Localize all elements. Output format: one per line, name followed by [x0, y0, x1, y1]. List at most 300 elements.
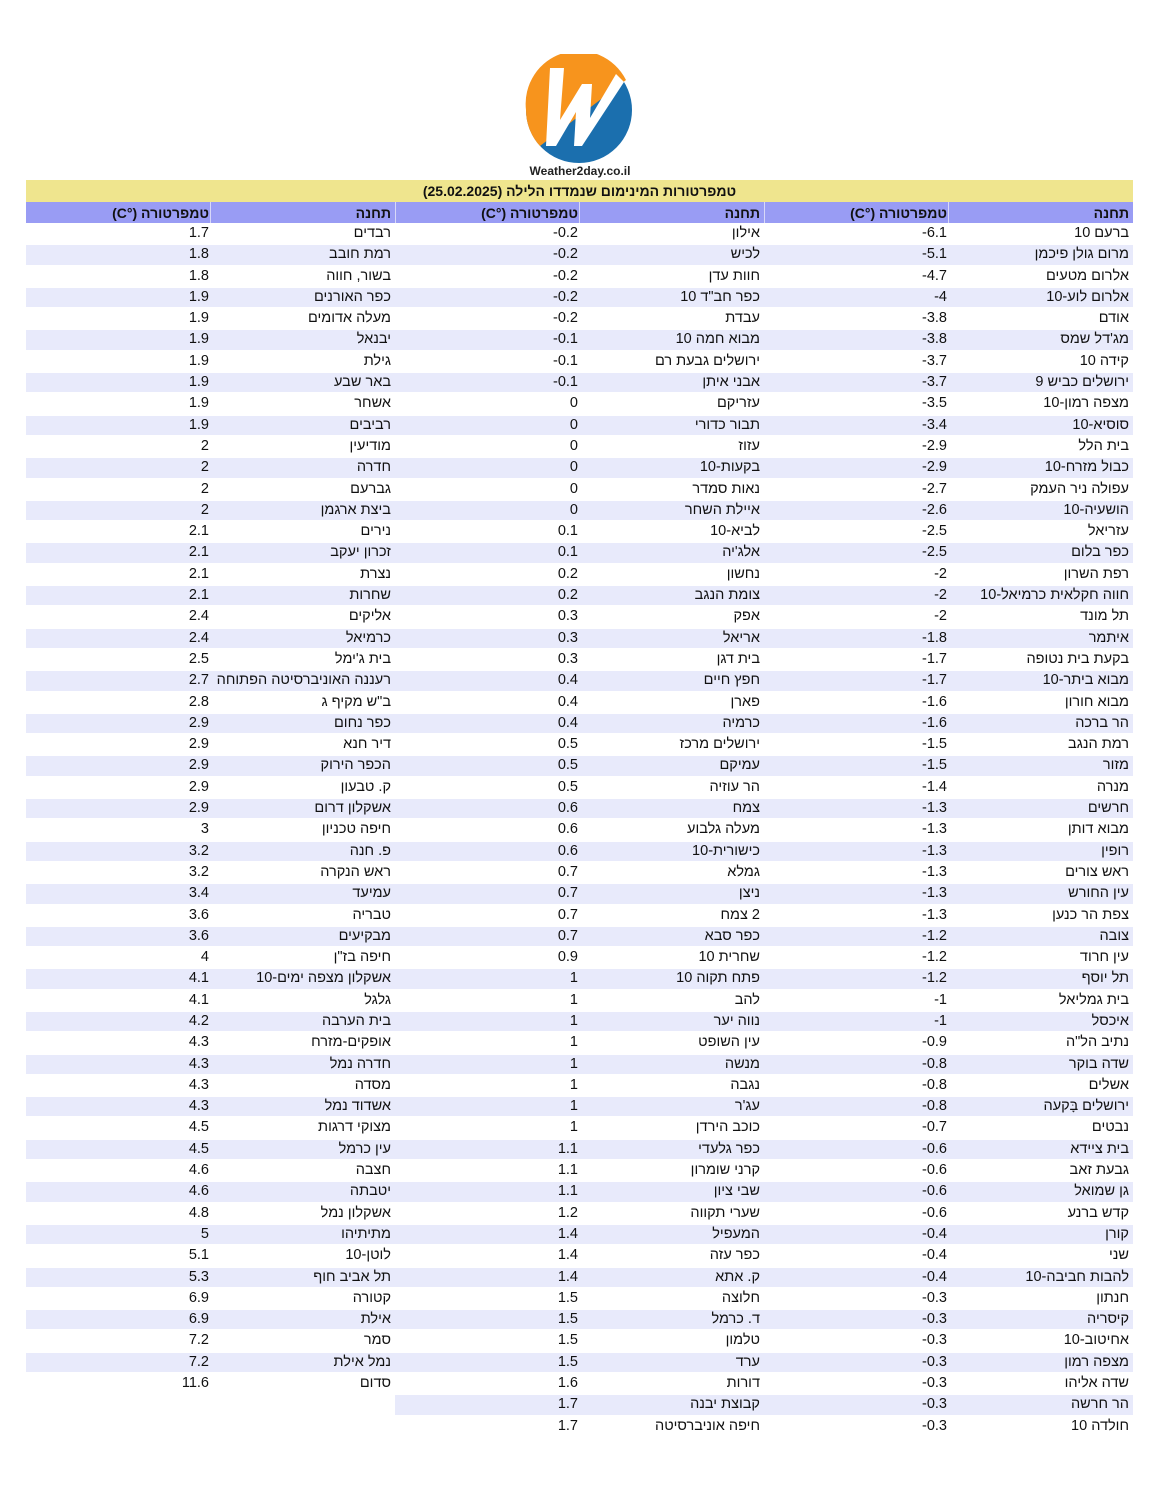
table-row [764, 692, 1133, 713]
temperature-value: 1.9 [188, 352, 209, 369]
table-row [26, 244, 395, 265]
temperature-value: 0.4 [557, 693, 578, 710]
table-row [395, 905, 764, 926]
table-row [395, 968, 764, 989]
table-row [395, 819, 764, 840]
table-row [764, 1139, 1133, 1160]
temperature-value: -0.4 [922, 1268, 947, 1285]
table-row [764, 798, 1133, 819]
temperature-value: -1.5 [922, 757, 947, 774]
row-background [395, 309, 764, 328]
table-row [395, 1373, 764, 1394]
station-name: ברעם 10 [1074, 225, 1129, 241]
table-row [764, 649, 1133, 670]
temperature-value: 1.8 [188, 246, 209, 263]
table-row [395, 841, 764, 862]
temperature-value: 3.4 [188, 885, 209, 902]
table-row [26, 692, 395, 713]
station-name: מודיעין [349, 437, 391, 454]
table-row [26, 500, 395, 521]
station-name: אשקלון מצפה ימים-10 [256, 970, 391, 987]
table-row [395, 500, 764, 521]
row-background [395, 650, 764, 669]
table-row [26, 1160, 395, 1181]
station-name: ירושלים כביש 9 [1035, 374, 1129, 391]
station-name: נירים [360, 523, 391, 540]
row-background [26, 586, 395, 605]
table-row [26, 1373, 395, 1394]
row-background [26, 437, 395, 456]
temperature-value: 0 [569, 416, 578, 433]
table-row [395, 670, 764, 691]
row-background [764, 607, 1133, 626]
header-temperature: טמפרטורה (°C) [850, 205, 947, 221]
station-name: כפר חב"ד 10 [680, 288, 760, 305]
station-name: צפת הר כנען [1052, 906, 1129, 923]
temperature-value: 4.6 [188, 1183, 209, 1200]
temperature-value: -5.1 [922, 246, 947, 263]
temperature-value: 4.1 [188, 970, 209, 987]
station-name: צמח [732, 800, 760, 817]
station-name: מעלה אדומים [307, 310, 391, 327]
table-row [764, 1160, 1133, 1181]
temperature-value: 1.5 [557, 1353, 578, 1370]
table-row [26, 968, 395, 989]
temperature-value: 2.8 [188, 693, 209, 710]
table-row [26, 1139, 395, 1160]
station-name: בקעות-10 [699, 459, 760, 476]
station-name: חיפה טכניון [321, 821, 391, 838]
row-background [395, 1268, 764, 1287]
station-name: ד. כרמל [711, 1311, 760, 1328]
row-background [395, 543, 764, 562]
temperature-value: -4.7 [922, 267, 947, 284]
table-row [764, 457, 1133, 478]
station-name: בית הערבה [321, 1012, 391, 1029]
row-background [26, 1182, 395, 1201]
table-row [764, 500, 1133, 521]
row-background [26, 1310, 395, 1329]
temperature-value: -0.6 [922, 1140, 947, 1157]
temperature-value: 4.2 [188, 1012, 209, 1029]
table-row [26, 734, 395, 755]
table-row [764, 926, 1133, 947]
row-background [26, 906, 395, 925]
temperature-value: 0.6 [557, 821, 578, 838]
temperature-value: -0.3 [922, 1289, 947, 1306]
temperature-value: -0.3 [922, 1332, 947, 1349]
header-divider [948, 202, 949, 223]
station-name: מבקיעים [338, 927, 391, 944]
table-row [764, 1032, 1133, 1053]
temperature-value: 1.7 [557, 1396, 578, 1413]
temperature-value: -0.6 [922, 1204, 947, 1221]
temperature-value: 6.9 [188, 1289, 209, 1306]
row-background [764, 352, 1133, 371]
table-row [764, 479, 1133, 500]
temperature-value: 0 [569, 395, 578, 412]
temperature-value: 7.2 [188, 1353, 209, 1370]
logo-text: Weather2day.co.il [529, 164, 631, 178]
row-background [26, 522, 395, 541]
temperature-value: 2 [200, 437, 209, 454]
station-name: צובה [1099, 927, 1129, 944]
temperature-value: 1 [569, 991, 578, 1008]
page-title: טמפרטורות המינימום שנמדדו הלילה (25.02.2025) [26, 180, 1133, 202]
table-row [764, 670, 1133, 691]
row-background [764, 756, 1133, 775]
station-name: חוות עדן [708, 267, 760, 284]
table-row [764, 1352, 1133, 1373]
row-background [764, 1012, 1133, 1031]
table-row [26, 1288, 395, 1309]
table-row [26, 670, 395, 691]
station-name: אפק [733, 608, 760, 625]
temperature-value: -1.3 [922, 885, 947, 902]
table-row [26, 1096, 395, 1117]
table-row [764, 968, 1133, 989]
station-name: קבוצת יבנה [690, 1396, 760, 1413]
table-row [395, 223, 764, 244]
table-row [395, 1075, 764, 1096]
station-name: פתח תקוה 10 [676, 970, 760, 987]
temperature-value: 1 [569, 1055, 578, 1072]
temperature-value: 4.6 [188, 1162, 209, 1179]
row-background [764, 842, 1133, 861]
station-name: מג'דל שמס [1060, 331, 1129, 348]
row-background [26, 1289, 395, 1308]
temperature-value: 2.4 [188, 608, 209, 625]
table-row [26, 393, 395, 414]
temperature-value: 2.5 [188, 650, 209, 667]
table-row [764, 393, 1133, 414]
table-row [395, 649, 764, 670]
station-name: עפולה ניר העמק [1030, 480, 1129, 497]
temperature-value: 0 [569, 437, 578, 454]
header-divider [210, 202, 211, 223]
station-name: חנתון [1096, 1289, 1129, 1306]
table-row [395, 1309, 764, 1330]
station-name: ערד [735, 1353, 760, 1370]
table-row [26, 542, 395, 563]
row-background [764, 1246, 1133, 1265]
station-name: הר חרשה [1070, 1396, 1129, 1413]
table-row [26, 223, 395, 244]
station-name: אשקלון נמל [320, 1204, 391, 1221]
station-name: תל מונד [1080, 608, 1129, 625]
temperature-value: 2.9 [188, 778, 209, 795]
table-row [395, 1352, 764, 1373]
station-name: עין השופט [698, 1034, 760, 1051]
table-column-1 [764, 223, 1133, 1437]
table-row [26, 329, 395, 350]
row-background [395, 1182, 764, 1201]
temperature-value: -1.3 [922, 800, 947, 817]
temperature-value: -0.1 [553, 331, 578, 348]
station-name: שדה אליהו [1064, 1375, 1129, 1392]
table-row [764, 351, 1133, 372]
station-name: רמת חובב [329, 246, 391, 263]
temperature-value: -3.7 [922, 352, 947, 369]
temperature-value: 3.2 [188, 842, 209, 859]
table-row [764, 266, 1133, 287]
station-name: אודם [1098, 310, 1129, 327]
station-name: באר שבע [334, 374, 391, 391]
row-background [395, 906, 764, 925]
station-name: עזוז [738, 437, 760, 454]
station-name: מבוא חורון [1064, 693, 1129, 710]
station-name: סמר [363, 1332, 391, 1349]
table-row [764, 542, 1133, 563]
temperature-value: 6.9 [188, 1311, 209, 1328]
station-name: ק. אתא [715, 1268, 760, 1285]
table-row [395, 287, 764, 308]
table-row [395, 266, 764, 287]
temperature-value: -3.7 [922, 374, 947, 391]
temperature-value: -3.8 [922, 331, 947, 348]
station-name: נווה יער [713, 1012, 760, 1029]
table-row [395, 1011, 764, 1032]
temperature-value: -2.5 [922, 544, 947, 561]
temperature-value: -0.2 [553, 267, 578, 284]
station-name: ירושלים בָּקעה [1043, 1098, 1129, 1115]
row-background [26, 352, 395, 371]
station-name: אבני איתן [702, 374, 760, 391]
table-row [26, 308, 395, 329]
station-name: שחרית 10 [698, 949, 760, 966]
temperature-value: 0.2 [557, 565, 578, 582]
temperature-value: 2.9 [188, 714, 209, 731]
table-row [26, 926, 395, 947]
temperature-value: -1.3 [922, 863, 947, 880]
station-name: מצפה רמון-10 [1043, 395, 1129, 412]
temperature-value: 4.1 [188, 991, 209, 1008]
temperature-value: -1 [934, 1012, 947, 1029]
station-name: אחיטוב-10 [1063, 1332, 1129, 1349]
table-row [395, 564, 764, 585]
row-background [395, 1076, 764, 1095]
temperature-value: -0.1 [553, 374, 578, 391]
table-row [26, 372, 395, 393]
station-name: גן שמואל [1074, 1183, 1129, 1200]
station-name: ק. טבעון [340, 778, 391, 795]
temperature-value: -1.2 [922, 927, 947, 944]
table-row [26, 1117, 395, 1138]
table-row [764, 755, 1133, 776]
station-name: אופקים-מזרח [311, 1034, 391, 1051]
table-row [395, 1288, 764, 1309]
temperature-value: 1.7 [188, 225, 209, 241]
row-background [395, 522, 764, 541]
table-row [395, 1245, 764, 1266]
station-name: מצפה רמון [1064, 1353, 1129, 1370]
station-name: כרמיה [722, 714, 760, 731]
station-name: להב [734, 991, 760, 1008]
table-row [26, 990, 395, 1011]
table-row [26, 713, 395, 734]
temperature-value: -1.7 [922, 650, 947, 667]
station-name: הר עוזיה [709, 778, 760, 795]
temperature-value: 3.2 [188, 863, 209, 880]
table-row [26, 777, 395, 798]
row-background [395, 224, 764, 243]
station-name: מרום גולן פיכמן [1034, 246, 1129, 263]
row-background [395, 756, 764, 775]
station-name: ראש הנקרה [320, 863, 391, 880]
station-name: כישורית-10 [692, 842, 760, 859]
table-row [395, 308, 764, 329]
row-background [764, 1225, 1133, 1244]
row-background [395, 1310, 764, 1329]
station-name: המעפיל [712, 1225, 760, 1242]
row-background [395, 1331, 764, 1350]
temperature-value: -1.7 [922, 672, 947, 689]
temperature-value: 2.1 [188, 523, 209, 540]
temperature-value: -1.6 [922, 714, 947, 731]
temperature-value: 2.9 [188, 736, 209, 753]
table-row [764, 734, 1133, 755]
station-name: עזריקם [716, 395, 760, 412]
row-background [395, 1012, 764, 1031]
row-background [395, 565, 764, 584]
station-name: מתיתיהו [341, 1225, 391, 1242]
row-background [764, 1310, 1133, 1329]
station-name: כפר האורנים [314, 288, 391, 305]
temperature-value: -0.2 [553, 288, 578, 305]
table-row [395, 606, 764, 627]
temperature-value: 0.1 [557, 544, 578, 561]
station-name: עמיעד [352, 885, 391, 902]
station-name: לכיש [730, 246, 760, 263]
row-background [395, 863, 764, 882]
table-row [26, 351, 395, 372]
temperature-value: 4.8 [188, 1204, 209, 1221]
table-row [26, 287, 395, 308]
row-background [395, 1353, 764, 1372]
temperature-value: 0.5 [557, 778, 578, 795]
table-row [764, 287, 1133, 308]
station-name: אלרום לוע-10 [1046, 288, 1129, 305]
temperature-value: -1 [934, 991, 947, 1008]
row-background [764, 1118, 1133, 1137]
table-row [395, 372, 764, 393]
station-name: לביא-10 [710, 523, 760, 540]
station-name: רמת הנגב [1068, 736, 1129, 753]
temperature-value: 2.9 [188, 800, 209, 817]
station-name: דורות [726, 1375, 760, 1392]
table-row [26, 905, 395, 926]
table-row [764, 819, 1133, 840]
table-row [764, 1203, 1133, 1224]
station-name: איתמר [1088, 629, 1129, 646]
station-name: טבריה [352, 906, 391, 923]
row-background [395, 1055, 764, 1074]
table-column-3 [26, 223, 395, 1394]
temperature-value: 4.3 [188, 1076, 209, 1093]
row-background [395, 991, 764, 1010]
station-name: חצבה [355, 1162, 391, 1179]
station-name: יבנאל [356, 331, 391, 348]
temperature-value: 1 [569, 1012, 578, 1029]
station-name: חווה חקלאית כרמיאל-10 [980, 587, 1129, 604]
row-background [764, 629, 1133, 648]
table-row [764, 1288, 1133, 1309]
table-row [26, 1032, 395, 1053]
row-background [764, 927, 1133, 946]
table-row [764, 990, 1133, 1011]
temperature-value: 0.7 [557, 885, 578, 902]
temperature-value: -0.7 [922, 1119, 947, 1136]
station-name: יטבתה [349, 1183, 391, 1200]
table-row [26, 1330, 395, 1351]
temperature-value: 5 [200, 1225, 209, 1242]
table-row [26, 457, 395, 478]
temperature-value: -0.4 [922, 1247, 947, 1264]
table-row [764, 223, 1133, 244]
station-name: סוסיא-10 [1072, 416, 1129, 433]
temperature-value: 0.4 [557, 714, 578, 731]
temperature-value: -1.2 [922, 949, 947, 966]
temperature-value: 4.3 [188, 1098, 209, 1115]
station-name: צומת הנגב [694, 587, 760, 604]
temperature-value: 1.9 [188, 374, 209, 391]
station-name: חולדה 10 [1071, 1417, 1129, 1434]
station-name: עבדת [725, 310, 760, 327]
table-row [395, 692, 764, 713]
table-row [395, 585, 764, 606]
station-name: נבטים [1091, 1119, 1129, 1136]
temperature-value: -4 [934, 288, 947, 305]
temperature-value: 3.6 [188, 927, 209, 944]
temperature-value: -2.5 [922, 523, 947, 540]
station-name: אילת [360, 1311, 391, 1328]
station-name: מבוא חמה 10 [675, 331, 760, 348]
station-name: הושעיה-10 [1063, 501, 1129, 518]
table-row [395, 244, 764, 265]
header-station: תחנה [355, 205, 391, 221]
temperature-value: 0.5 [557, 736, 578, 753]
temperature-value: -0.8 [922, 1098, 947, 1115]
station-name: חרשים [1087, 800, 1129, 817]
row-background [764, 1076, 1133, 1095]
station-name: חיפה בז"ן [333, 949, 391, 966]
temperature-value: 1.4 [557, 1268, 578, 1285]
table-row [26, 1203, 395, 1224]
table-row [764, 585, 1133, 606]
table-row [764, 1309, 1133, 1330]
station-name: גבעת זאב [1069, 1162, 1129, 1179]
temperature-value: -1.3 [922, 906, 947, 923]
station-name: חלוצה [721, 1289, 760, 1306]
temperature-value: 1 [569, 970, 578, 987]
station-name: אשחר [354, 395, 391, 412]
station-name: גלגל [364, 991, 391, 1008]
table-row [395, 777, 764, 798]
station-name: כפר גלעדי [698, 1140, 760, 1157]
station-name: שדה בוקר [1068, 1055, 1129, 1072]
table-row [764, 883, 1133, 904]
station-name: איילת השחר [684, 501, 760, 518]
table-row [395, 1330, 764, 1351]
temperature-value: -6.1 [922, 225, 947, 241]
temperature-value: 2 [200, 480, 209, 497]
table-row [395, 862, 764, 883]
temperature-value: 0 [569, 501, 578, 518]
header-temperature: טמפרטורה (°C) [481, 205, 578, 221]
row-background [26, 735, 395, 754]
temperature-value: 0.2 [557, 587, 578, 604]
temperature-value: -3.5 [922, 395, 947, 412]
